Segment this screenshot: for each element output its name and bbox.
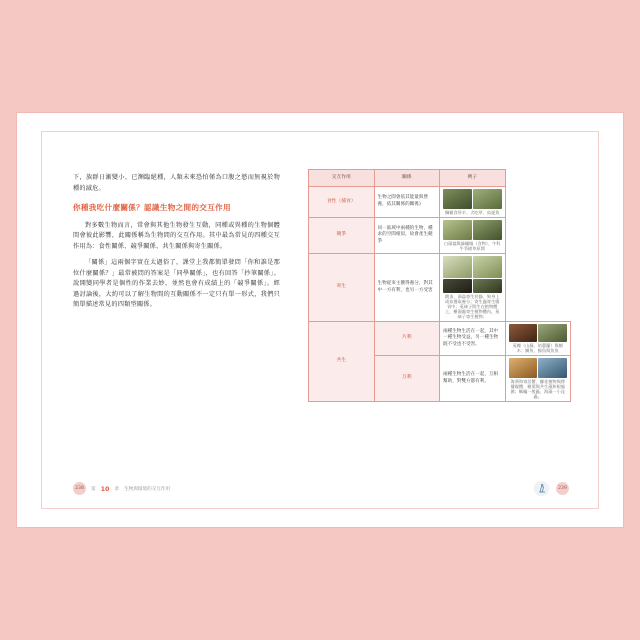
section-heading: 你種我吃什麼關係？認識生物之間的交互作用	[73, 203, 231, 212]
table-row	[309, 218, 571, 254]
example-photo	[473, 256, 502, 278]
book-page-frame	[16, 112, 624, 528]
row-example	[440, 218, 506, 254]
page-number-right: 239	[556, 482, 569, 495]
table-header-cell: 關係	[374, 170, 440, 187]
example-caption: 跳蚤、頭蝨寄生於貓、狗身上或血獲取養分；寄生蟲寄生腸胃中；菟絲子附生在植物體上，樹頭處寄生植物體內，菟絲子寄生植物；	[445, 294, 500, 319]
example-photo	[443, 220, 472, 240]
microscope-icon	[533, 480, 550, 497]
left-page-column	[45, 135, 298, 505]
row-relation: 同一區域中兩種的生物，種求的空間相似，故會產生競爭	[374, 218, 440, 254]
example-photo	[443, 189, 472, 209]
example-photo	[538, 324, 567, 342]
left-page-footer	[73, 482, 170, 495]
example-photo	[473, 279, 502, 293]
chapter-title: 生物與環境的交互作用	[124, 486, 171, 492]
row-type: 競爭	[309, 218, 375, 254]
left-page-body	[73, 173, 280, 311]
table-header-row	[309, 170, 571, 187]
right-page-footer	[533, 480, 569, 497]
table-row	[309, 322, 571, 356]
example-photo	[509, 358, 538, 378]
example-caption: 獅捕食羚羊、犬吃草、鳥捉魚	[445, 210, 500, 215]
table-row	[309, 254, 571, 322]
table-header-cell: 交互作用	[309, 170, 375, 187]
example-caption: 白頭翁與綠繡眼（食物）、牛科牛爭搶草原間	[443, 241, 501, 251]
paragraph: 「關係」這兩個字實在太過俗了，課堂上我都簡單發問「你和誰是那位什麼關係？」最常被問的答案是「同學關係」，也有回答「抄筆關係」。說開變同學者是個性的作業去妙，並然也會有成績上的「競爭關係」。經過討論後，大約可以了解生物間的互動關係不一定只有單一形式，我們只簡單描述常見的四類型關係。	[73, 259, 280, 308]
relationship-table	[308, 169, 571, 402]
page-number-left: 238	[73, 482, 86, 495]
paragraph: 對多數生物而言，常會與其他生物發生互動，同種或異種的生物個體間會彼此影響，此關係稱為生物間的交互作用。其中最為常見的四種交互作用為：食性關係、競爭關係、共生關係與寄生關係。	[73, 221, 280, 250]
page-spread	[45, 135, 595, 505]
row-relation: 生物之間會依其能量與營養，依其關係的關係》	[374, 187, 440, 218]
paragraph: 下，族群日漸變小、已瀕臨絕種，人類未來恐怕僅為口腹之慾而無視於物種的滅危。	[73, 174, 280, 192]
right-page-column	[298, 135, 595, 505]
example-photo	[443, 279, 472, 293]
table-header-cell: 例子	[440, 170, 506, 187]
table-row	[309, 187, 571, 218]
row-example	[505, 356, 571, 402]
row-relation: 兩種生物生活在一起，其中一種生物受益，另一種生物既不受也不受害。	[440, 322, 506, 356]
example-photo	[473, 189, 502, 209]
row-type: 片利	[374, 322, 440, 356]
row-example	[440, 254, 506, 322]
row-example	[440, 187, 506, 218]
row-relation: 生物從來主獲得養分，對其中一方有利，也另一方受害	[374, 254, 440, 322]
example-photo	[538, 358, 567, 378]
row-type: 互利	[374, 356, 440, 402]
row-type: 食性（捕食）	[309, 187, 375, 218]
example-photo	[443, 256, 472, 278]
example-caption: 菟蝶（山蘇、姑薑蘭）與樹木；鯽魚、鯨魚與魚魚	[512, 343, 563, 353]
example-caption: 海葵和寄居蟹、腳花植物與傳播媒體、樹葉與共生藻和根瘤菌；螞蟻一般蟲、海藻一小昆蟲。	[510, 379, 565, 399]
row-relation: 兩種生物生活在一起，互相幫助，對雙方都有利。	[440, 356, 506, 402]
example-photo	[473, 220, 502, 240]
row-group: 共生	[309, 322, 375, 402]
row-example	[505, 322, 571, 356]
example-photo	[509, 324, 538, 342]
chapter-suffix: 章	[114, 486, 120, 492]
chapter-prefix: 第	[91, 486, 96, 492]
chapter-number: 10	[100, 484, 110, 493]
row-type: 寄生	[309, 254, 375, 322]
